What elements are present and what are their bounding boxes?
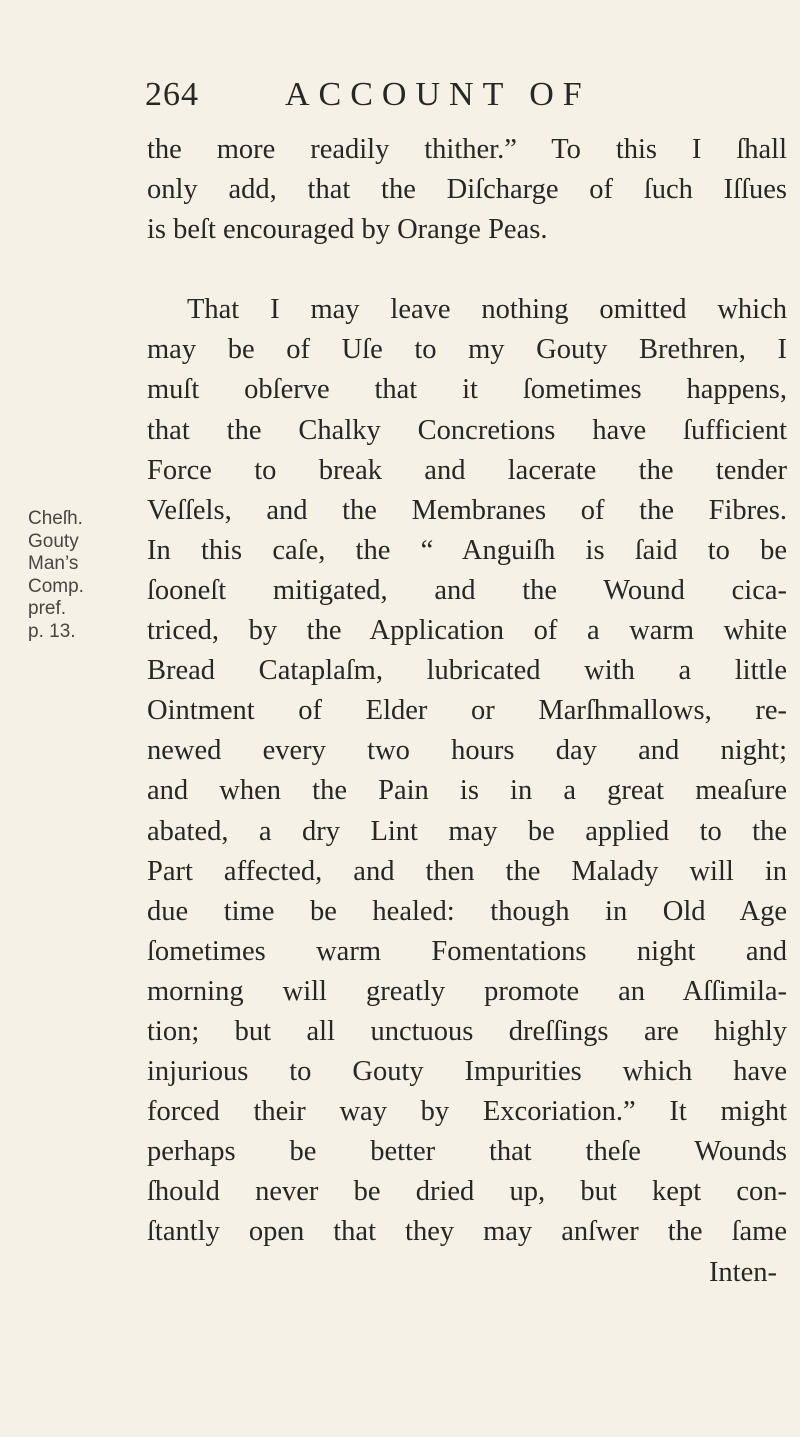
- text-line: ſometimes warm Fomentations night and: [147, 935, 787, 967]
- margin-line: Cheſh.: [28, 508, 83, 529]
- text-line: abated, a dry Lint may be applied to the: [147, 815, 787, 847]
- margin-line: p. 13.: [28, 620, 76, 642]
- text-line: triced, by the Application of a warm white: [147, 615, 787, 647]
- text-line: ſooneſt mitigated, and the Wound cica-: [147, 574, 787, 606]
- text-line: Veſſels, and the Membranes of the Fibres.: [147, 494, 787, 526]
- text-line: injurious to Gouty Impurities which have: [147, 1056, 787, 1088]
- text-line: In this caſe, the “ Anguiſh is ſaid to be: [147, 534, 787, 566]
- text-line: perhaps be better that theſe Wounds: [147, 1136, 787, 1168]
- text-line: newed every two hours day and night;: [147, 735, 787, 767]
- text-line: That I may leave nothing omitted which: [187, 294, 787, 326]
- text-line: Ointment of Elder or Marſhmallows, re-: [147, 695, 787, 727]
- text-line: morning will greatly promote an Aſſimila-: [147, 975, 787, 1007]
- text-line: ſhould never be dried up, but kept con-: [147, 1176, 787, 1208]
- body-text: [147, 130, 787, 1293]
- text-line: Part affected, and then the Malady will in: [147, 855, 787, 887]
- text-line: forced their way by Excoriation.” It might: [147, 1096, 787, 1128]
- paragraph-gap: [147, 250, 787, 290]
- text-line: is beſt encouraged by Orange Peas.: [147, 214, 548, 246]
- text-line: may be of Uſe to my Gouty Brethren, I: [147, 334, 787, 366]
- text-line: Bread Cataplaſm, lubricated with a little: [147, 655, 787, 687]
- paragraph-2: [147, 290, 787, 1252]
- page-number: 264: [145, 76, 199, 113]
- text-line: only add, that the Diſcharge of ſuch Iſſues: [147, 174, 787, 206]
- catchword: Inten-: [708, 1256, 777, 1288]
- text-line: due time be healed: though in Old Age: [147, 895, 787, 927]
- text-line: the more readily thither.” To this I ſhall: [147, 134, 787, 165]
- text-line: and when the Pain is in a great meaſure: [147, 775, 787, 807]
- text-line: Force to break and lacerate the tender: [147, 454, 787, 486]
- margin-line: Man’s: [28, 553, 79, 574]
- margin-citation: [28, 508, 84, 643]
- text-line: muſt obſerve that it ſometimes happens,: [147, 374, 787, 406]
- paragraph-1: [147, 130, 787, 250]
- margin-line: Comp.: [28, 575, 84, 597]
- margin-line: pref.: [28, 598, 67, 619]
- text-line: that the Chalky Concretions have ſufficient: [147, 414, 787, 446]
- running-title: ACCOUNT OF: [285, 76, 591, 113]
- text-line: ſtantly open that they may anſwer the ſame: [147, 1216, 787, 1248]
- text-line: tion; but all unctuous dreſſings are highly: [147, 1015, 787, 1047]
- margin-line: Gouty: [28, 530, 79, 552]
